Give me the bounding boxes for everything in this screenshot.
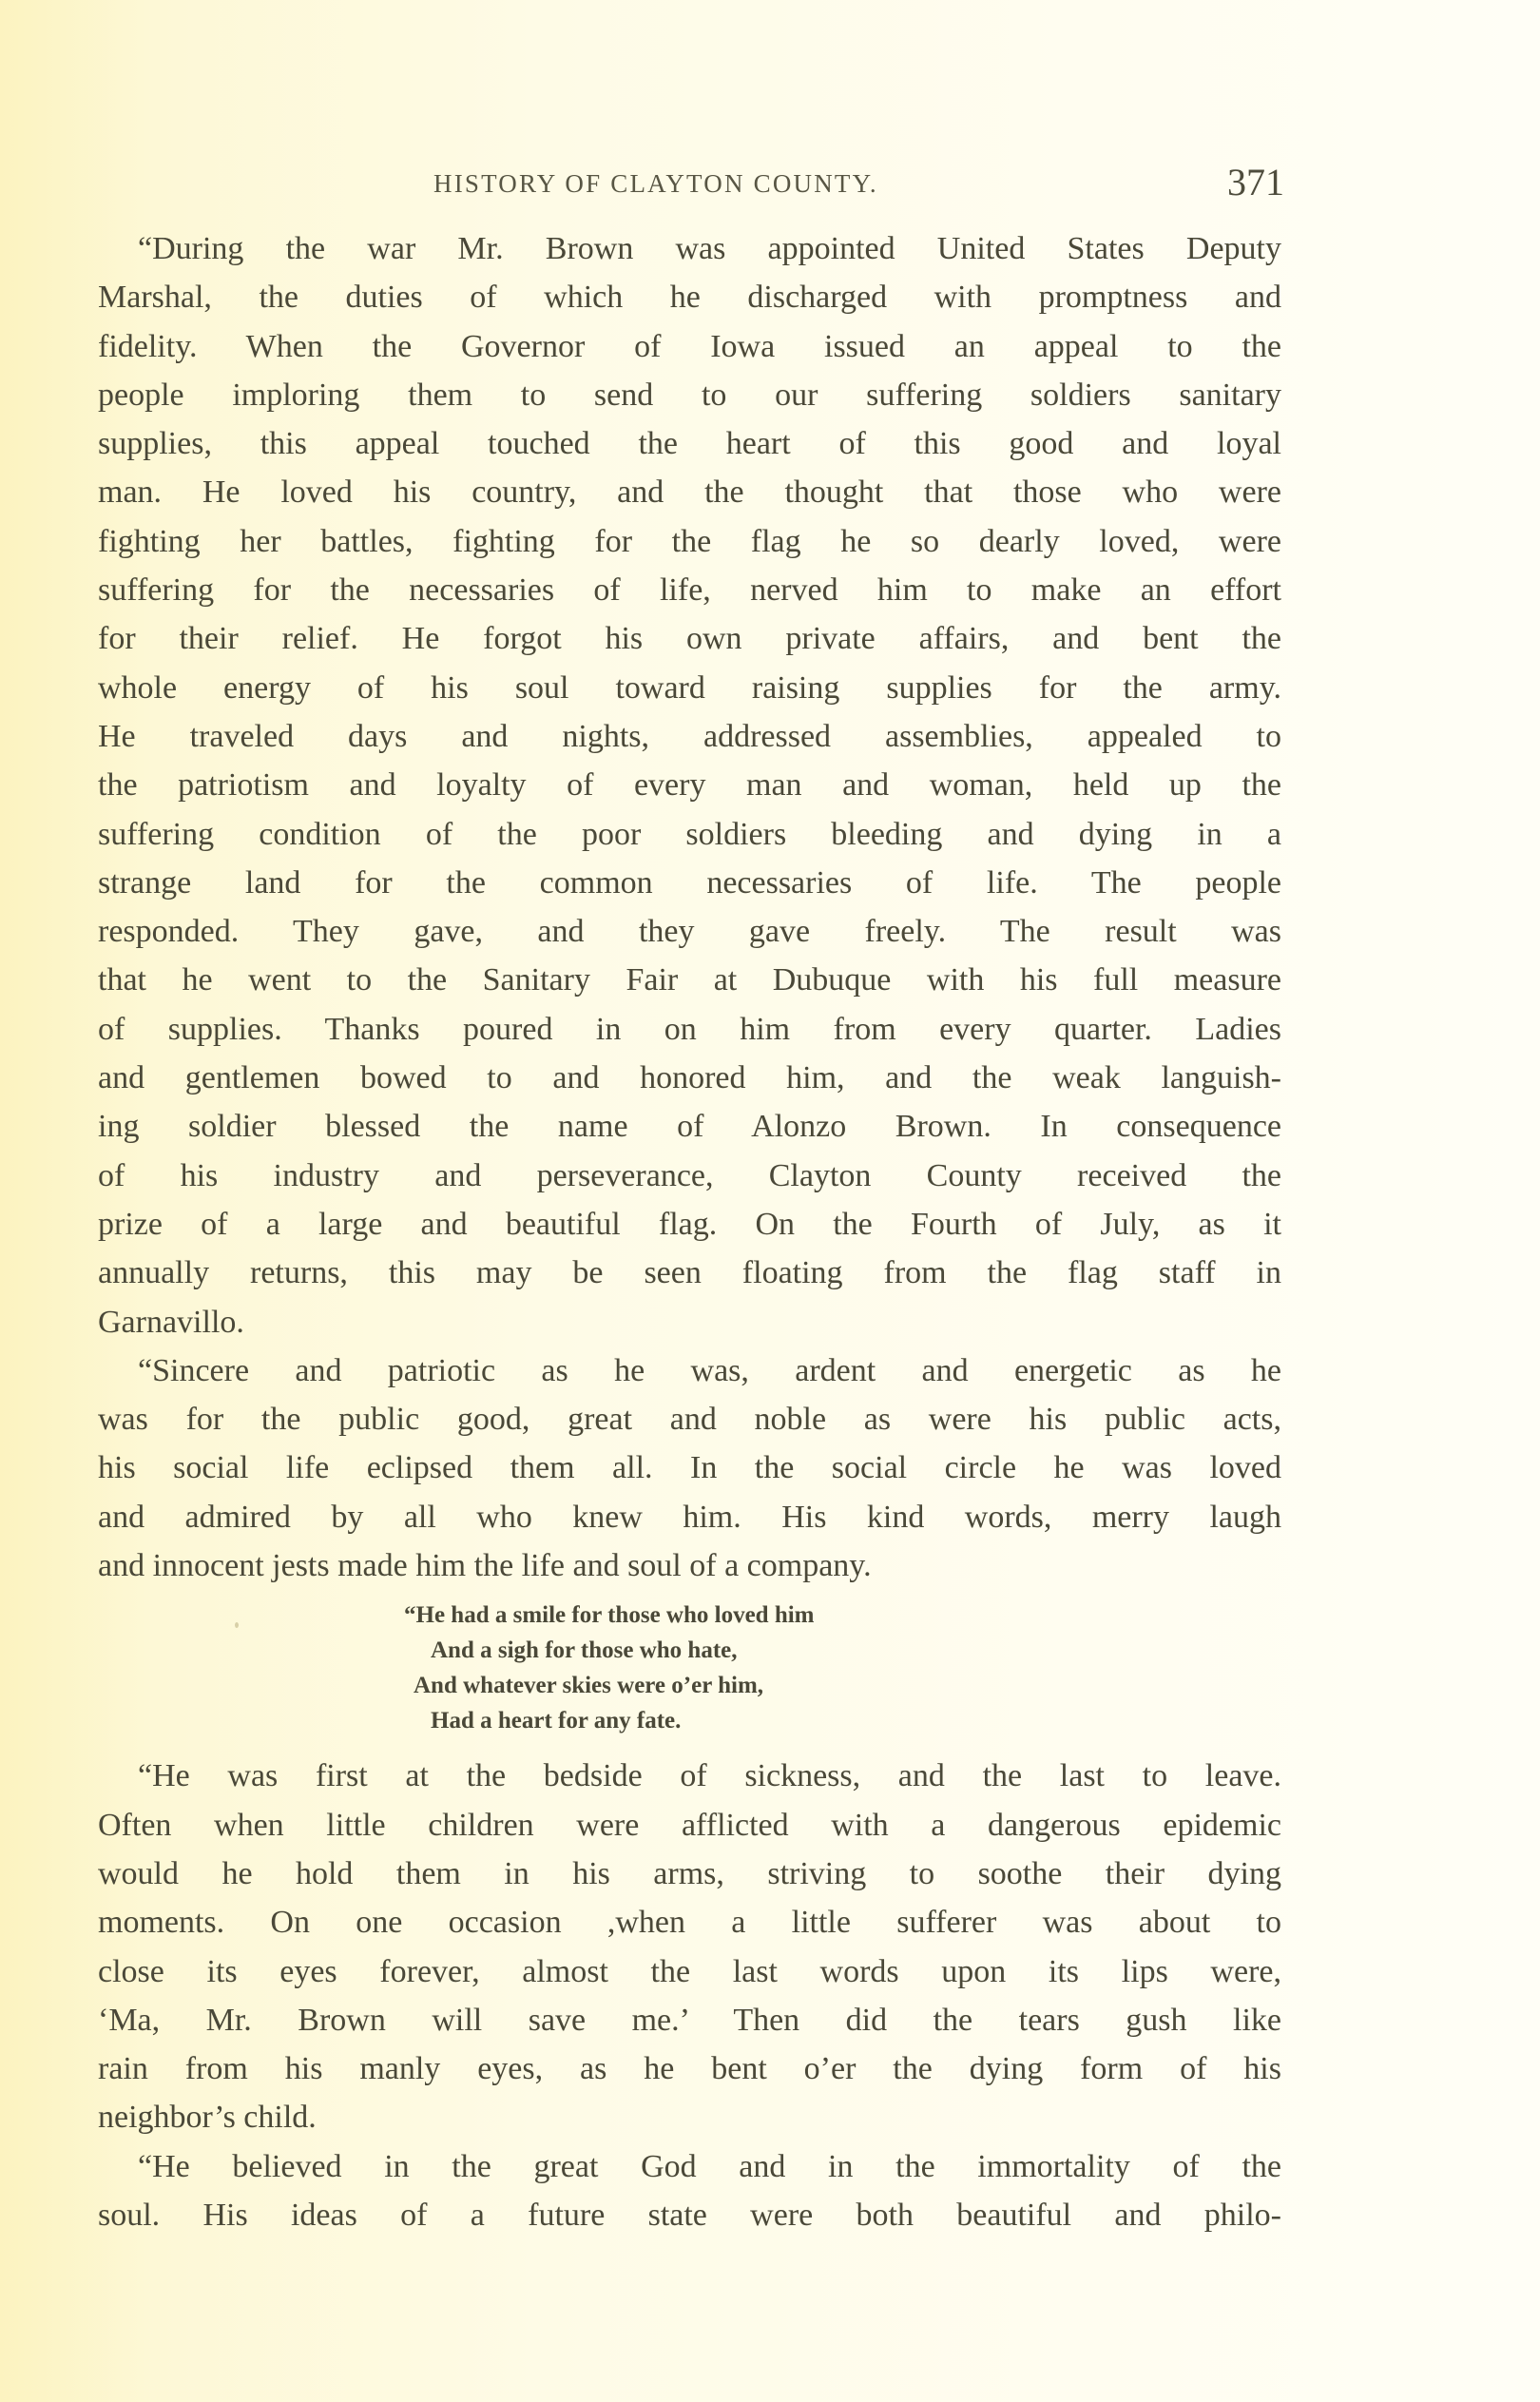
text-line: Often when little children were afflicted with a dangerous epidemic bbox=[98, 1807, 1281, 1843]
text-line: suffering condition of the poor soldiers bleeding and dying in a bbox=[98, 816, 1281, 852]
text-line: and gentlemen bowed to and honored him, and the weak languish- bbox=[98, 1060, 1281, 1096]
poem-line: And a sigh for those who hate, bbox=[431, 1637, 738, 1664]
text-line: supplies, this appeal touched the heart of this good and loyal bbox=[98, 426, 1281, 462]
text-line: people imploring them to send to our suffering soldiers sanitary bbox=[98, 377, 1281, 413]
paragraph-war-service bbox=[98, 224, 1281, 1346]
text-line: of his industry and perseverance, Clayton County received the bbox=[98, 1157, 1281, 1193]
text-line: moments. On one occasion ,when a little sufferer was about to bbox=[98, 1905, 1281, 1941]
text-line: neighbor’s child. bbox=[98, 2100, 317, 2136]
text-line: close its eyes forever, almost the last words upon its lips were, bbox=[98, 1953, 1281, 1989]
text-line: and admired by all who knew him. His kind words, merry laugh bbox=[98, 1499, 1281, 1535]
poem-line: And whatever skies were o’er him, bbox=[414, 1673, 764, 1699]
text-line: ing soldier blessed the name of Alonzo Brown. In consequence bbox=[98, 1109, 1281, 1145]
text-line: strange land for the common necessaries of life. The people bbox=[98, 864, 1281, 901]
text-line: responded. They gave, and they gave freely. The result was bbox=[98, 914, 1281, 950]
text-line: “Sincere and patriotic as he was, ardent and energetic as he bbox=[138, 1352, 1281, 1388]
text-line: was for the public good, great and noble as were his public acts, bbox=[98, 1402, 1281, 1438]
page-body bbox=[98, 224, 1281, 2239]
text-line: would he hold them in his arms, striving to soothe their dying bbox=[98, 1855, 1281, 1891]
text-line: prize of a large and beautiful flag. On the Fourth of July, as it bbox=[98, 1206, 1281, 1242]
text-line: of supplies. Thanks poured in on him from every quarter. Ladies bbox=[98, 1011, 1281, 1047]
paragraph-belief bbox=[98, 2142, 1281, 2240]
poem-quote bbox=[404, 1598, 1281, 1738]
text-line: “During the war Mr. Brown was appointed United States Deputy bbox=[138, 231, 1281, 266]
text-line: for their relief. He forgot his own private affairs, and bent the bbox=[98, 621, 1281, 657]
text-line: rain from his manly eyes, as he bent o’er the dying form of his bbox=[98, 2051, 1281, 2087]
text-line: suffering for the necessaries of life, nerved him to make an effort bbox=[98, 572, 1281, 609]
text-line: soul. His ideas of a future state were both beautiful and philo- bbox=[98, 2197, 1281, 2233]
text-line: the patriotism and loyalty of every man and woman, held up the bbox=[98, 767, 1281, 804]
text-line: whole energy of his soul toward raising supplies for the army. bbox=[98, 669, 1281, 706]
text-line: fidelity. When the Governor of Iowa issued an appeal to the bbox=[98, 328, 1281, 364]
text-line: and innocent jests made him the life and soul of a company. bbox=[98, 1548, 872, 1584]
poem-line: Had a heart for any fate. bbox=[431, 1708, 682, 1734]
text-line: annually returns, this may be seen floating from the flag staff in bbox=[98, 1255, 1281, 1291]
text-line: fighting her battles, fighting for the flag he so dearly loved, were bbox=[98, 523, 1281, 559]
page-number: 371 bbox=[1227, 161, 1284, 203]
text-line: “He was first at the bedside of sickness, and the last to leave. bbox=[138, 1758, 1281, 1794]
text-line: his social life eclipsed them all. In the social circle he was loved bbox=[98, 1450, 1281, 1486]
text-line: that he went to the Sanitary Fair at Dubuque with his full measure bbox=[98, 962, 1281, 998]
text-line: Garnavillo. bbox=[98, 1304, 244, 1340]
running-title: HISTORY OF CLAYTON COUNTY. bbox=[433, 169, 878, 198]
text-line: man. He loved his country, and the thought that those who were bbox=[98, 475, 1281, 511]
paragraph-bedside bbox=[98, 1752, 1281, 2141]
text-line: ‘Ma, Mr. Brown will save me.’ Then did the tears gush like bbox=[98, 2002, 1281, 2038]
page-header bbox=[433, 160, 1284, 207]
paragraph-social-life bbox=[98, 1346, 1281, 1590]
text-line: Marshal, the duties of which he discharged with promptness and bbox=[98, 280, 1281, 316]
poem-line: “He had a smile for those who loved him bbox=[404, 1602, 815, 1629]
text-line: “He believed in the great God and in the immortality of the bbox=[138, 2148, 1281, 2184]
text-line: He traveled days and nights, addressed assemblies, appealed to bbox=[98, 718, 1281, 754]
